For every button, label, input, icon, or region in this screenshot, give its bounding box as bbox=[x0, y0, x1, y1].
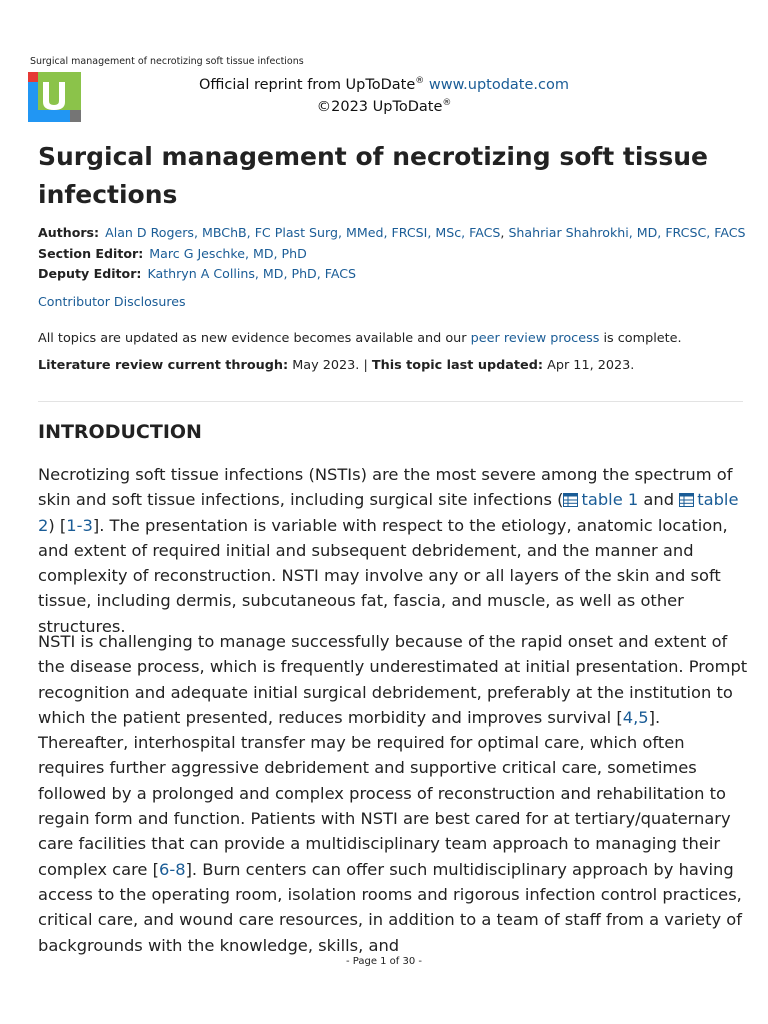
literature-label: Literature review current through: bbox=[38, 358, 289, 373]
deputy-editor-label: Deputy Editor: bbox=[38, 266, 142, 281]
table-icon bbox=[679, 493, 694, 507]
para2-text-3: ]. Burn centers can offer such multidisciplinary approach by having access to the operating room, isolation rooms and rigorous infection control practices, critical care, and wound care resources, in addition to a team of staff from a variety of backgrounds with the knowledge, skills, and bbox=[38, 859, 742, 955]
registered-mark: ® bbox=[415, 76, 425, 86]
section-editor-link[interactable]: Marc G Jeschke, MD, PhD bbox=[149, 246, 307, 261]
update-notice-text: All topics are updated as new evidence becomes available and our bbox=[38, 331, 467, 346]
section-editor-line bbox=[38, 244, 758, 264]
contributor-disclosures-line bbox=[38, 292, 758, 312]
updated-value: Apr 11, 2023. bbox=[547, 358, 635, 373]
reprint-text: Official reprint from UpToDate bbox=[199, 76, 416, 93]
table-1-link[interactable] bbox=[563, 490, 638, 509]
para2-text-1: NSTI is challenging to manage successfully because of the rapid onset and extent of the disease process, which is frequently underestimated at initial presentation. Prompt recognition and adequate initial surgical debridement, preferably at the institution to which the patient presented, reduces morbidity and improves survival [ bbox=[38, 632, 748, 727]
reference-link-1-3[interactable]: 1-3 bbox=[66, 515, 93, 535]
reference-link-4-5[interactable]: 4,5 bbox=[622, 707, 649, 727]
intro-paragraph-2 bbox=[38, 629, 750, 958]
author-link-rogers[interactable]: Alan D Rogers, MBChB, FC Plast Surg, MMed, FRCSI, MSc, FACS bbox=[105, 225, 501, 240]
para2-text-2: ]. Thereafter, interhospital transfer may be required for optimal care, which often requires further aggressive debridement and supportive critical care, sometimes followed by a prolonged and complex process of reconstruction and rehabilitation to regain form and function. Patients with NSTI are best cared for at tertiary/quaternary care facilities that can provide a multidisciplinary team approach to managing their complex care [ bbox=[38, 707, 731, 879]
section-editor-label: Section Editor: bbox=[38, 246, 144, 261]
intro-paragraph-1 bbox=[38, 462, 750, 639]
divider bbox=[38, 401, 743, 402]
contributor-disclosures-link[interactable]: Contributor Disclosures bbox=[38, 294, 186, 309]
table-2-label: table 2 bbox=[38, 490, 739, 535]
table-1-label: table 1 bbox=[581, 490, 639, 510]
para1-text-2: ) [ bbox=[48, 515, 67, 535]
para1-and: and bbox=[638, 490, 680, 510]
uptodate-url-link[interactable]: www.uptodate.com bbox=[428, 76, 569, 93]
peer-review-link[interactable]: peer review process bbox=[470, 331, 600, 346]
table-icon bbox=[563, 493, 578, 507]
copyright-text: ©2023 UpToDate bbox=[316, 98, 443, 115]
author-link-shahrokhi[interactable]: Shahriar Shahrokhi, MD, FRCSC, FACS bbox=[508, 225, 746, 240]
running-head: Surgical management of necrotizing soft tissue infections bbox=[30, 56, 304, 67]
literature-review-line bbox=[38, 356, 758, 376]
para1-text-3: ]. The presentation is variable with respect to the etiology, anatomic location, and extent of required initial and subsequent debridement, and the manner and complexity of reconstruction. NSTI may involve any or all layers of the skin and soft tissue, including dermis, subcutaneous fat, fascia, and muscle, as well as other structures. bbox=[38, 515, 728, 636]
reference-link-6-8[interactable]: 6-8 bbox=[158, 859, 186, 879]
deputy-editor-line bbox=[38, 264, 758, 284]
para1-text-1: Necrotizing soft tissue infections (NSTIs) are the most severe among the spectrum of skin and soft tissue infections, including surgical site infections ( bbox=[38, 465, 733, 510]
reprint-notice bbox=[0, 72, 768, 116]
authors-line bbox=[38, 223, 758, 243]
author-separator: , bbox=[500, 225, 505, 240]
update-notice-end: is complete. bbox=[603, 331, 682, 346]
updated-label: This topic last updated: bbox=[371, 358, 544, 373]
page-footer: - Page 1 of 30 - bbox=[345, 956, 423, 967]
literature-value: May 2023. bbox=[292, 358, 360, 373]
authors-label: Authors: bbox=[38, 225, 100, 240]
literature-separator: | bbox=[363, 358, 368, 373]
registered-mark: ® bbox=[442, 97, 452, 108]
section-heading-introduction: INTRODUCTION bbox=[38, 421, 202, 443]
update-notice bbox=[38, 329, 758, 349]
page-title: Surgical management of necrotizing soft tissue infections bbox=[38, 142, 708, 209]
deputy-editor-link[interactable]: Kathryn A Collins, MD, PhD, FACS bbox=[147, 266, 357, 281]
